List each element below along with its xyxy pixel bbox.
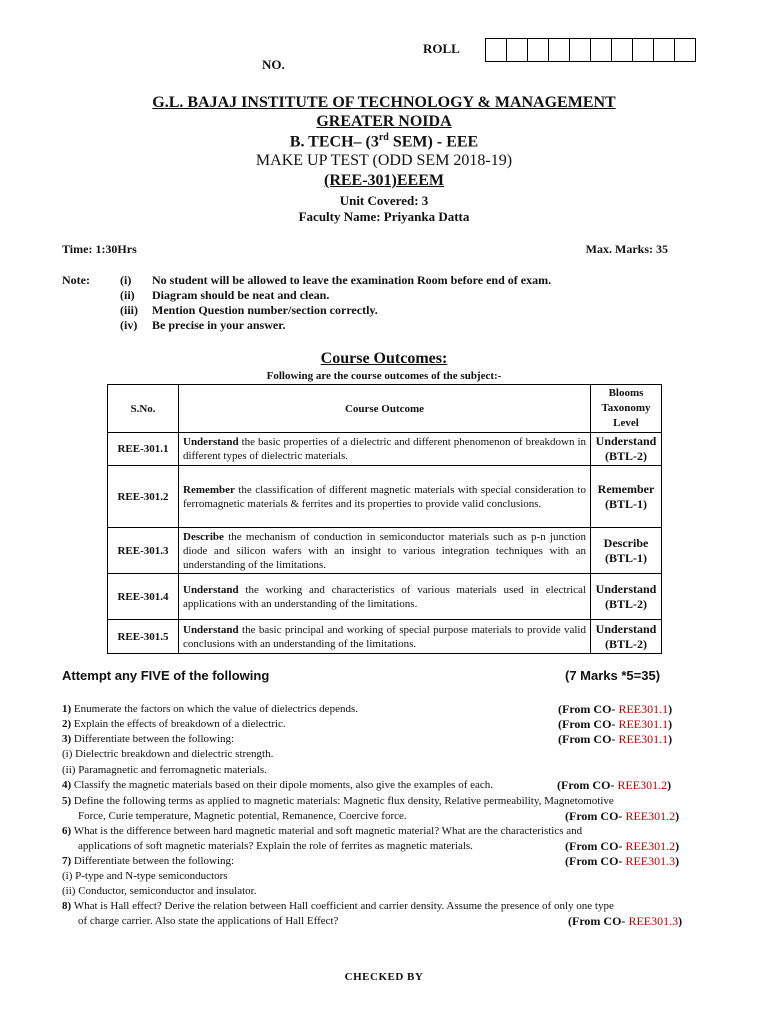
co-level bbox=[591, 433, 662, 466]
roll-number-boxes[interactable] bbox=[485, 38, 696, 62]
co-sno: REE-301.1 bbox=[108, 433, 179, 466]
co-description bbox=[179, 620, 591, 654]
co-description bbox=[179, 466, 591, 528]
question-3-part-i: (i) Dielectric breakdown and dielectric strength. bbox=[62, 748, 274, 760]
co-level-btl: (BTL-2) bbox=[605, 636, 647, 651]
co-code: REE301.3 bbox=[625, 854, 676, 868]
course-outcomes-table bbox=[107, 384, 662, 654]
question-text: Differentiate between the following: bbox=[71, 855, 235, 867]
co-level-name: Understand bbox=[595, 621, 657, 636]
question-6-line-2: applications of soft magnetic materials? Explain the role of ferrites as magnetic materials. bbox=[78, 840, 473, 852]
course-outcomes-title: Course Outcomes: bbox=[320, 350, 448, 367]
co-reference bbox=[565, 854, 679, 869]
co-prefix: (From CO- bbox=[565, 809, 626, 823]
note-text: Be precise in your answer. bbox=[152, 318, 286, 332]
question-number: 1) bbox=[62, 703, 72, 715]
roll-digit-box[interactable] bbox=[633, 39, 654, 61]
co-reference bbox=[565, 809, 679, 824]
roll-digit-box[interactable] bbox=[612, 39, 633, 61]
co-code: REE301.3 bbox=[628, 914, 679, 928]
test-title: MAKE UP TEST (ODD SEM 2018-19) bbox=[255, 152, 513, 169]
co-code: REE301.1 bbox=[618, 702, 669, 716]
question-text: What is the difference between hard magnetic material and soft magnetic material? What are the characteristics and bbox=[71, 825, 583, 837]
co-keyword: Understand bbox=[183, 623, 239, 636]
co-suffix: ) bbox=[675, 839, 680, 853]
course-title bbox=[0, 132, 768, 151]
co-code: REE301.1 bbox=[618, 732, 669, 746]
co-text: the classification of different magnetic materials with special consideration to ferromagnetic materials & ferrites and its properties to provide valid conclusions. bbox=[183, 483, 586, 510]
co-level bbox=[591, 574, 662, 620]
course-post: SEM) - EEE bbox=[388, 133, 479, 151]
co-level-name: Understand bbox=[595, 434, 657, 448]
course-outcomes-subtitle: Following are the course outcomes of the subject:- bbox=[266, 370, 502, 382]
co-text: the working and characteristics of various materials used in electrical applications with an understanding of the limitations. bbox=[183, 583, 586, 610]
co-reference bbox=[557, 778, 671, 793]
co-description bbox=[179, 574, 591, 620]
question-7-part-i: (i) P-type and N-type semiconductors bbox=[62, 870, 228, 882]
course-pre: B. TECH– (3 bbox=[289, 133, 379, 151]
co-prefix: (From CO- bbox=[558, 702, 619, 716]
co-code: REE301.2 bbox=[625, 839, 676, 853]
unit-covered: Unit Covered: 3 bbox=[339, 193, 429, 208]
question-1 bbox=[62, 703, 358, 715]
question-5 bbox=[62, 795, 614, 807]
question-6 bbox=[62, 825, 582, 837]
co-prefix: (From CO- bbox=[557, 778, 618, 792]
course-sup: rd bbox=[378, 132, 389, 143]
co-sno: REE-301.5 bbox=[108, 620, 179, 654]
table-row bbox=[108, 528, 662, 574]
co-description bbox=[179, 433, 591, 466]
co-sno: REE-301.4 bbox=[108, 574, 179, 620]
co-code: REE301.1 bbox=[618, 717, 669, 731]
co-sno: REE-301.2 bbox=[108, 466, 179, 528]
roll-digit-box[interactable] bbox=[591, 39, 612, 61]
co-suffix: ) bbox=[678, 914, 683, 928]
co-level-name: Remember bbox=[597, 481, 655, 496]
co-reference bbox=[568, 914, 682, 929]
co-level-name: Understand bbox=[595, 581, 657, 596]
co-level-btl: (BTL-1) bbox=[605, 550, 647, 565]
question-number: 5) bbox=[62, 795, 72, 807]
roll-digit-box[interactable] bbox=[654, 39, 675, 61]
co-level-name: Describe bbox=[603, 535, 649, 550]
note-label: Note: bbox=[62, 273, 90, 287]
question-number: 3) bbox=[62, 733, 72, 745]
question-text: Define the following terms as applied to magnetic materials: Magnetic flux density, Relative permeability, Magnetomotive bbox=[71, 795, 614, 807]
question-number: 8) bbox=[62, 900, 72, 912]
header-sno: S.No. bbox=[108, 385, 179, 433]
co-suffix: ) bbox=[667, 778, 672, 792]
question-text: What is Hall effect? Derive the relation between Hall coefficient and carrier density. Assume the presence of only one type bbox=[71, 900, 614, 912]
note-item bbox=[120, 303, 551, 318]
question-number: 2) bbox=[62, 718, 72, 730]
co-keyword: Understand bbox=[183, 436, 239, 448]
attempt-marks: (7 Marks *5=35) bbox=[565, 668, 661, 683]
header-outcome: Course Outcome bbox=[179, 385, 591, 433]
co-suffix: ) bbox=[668, 717, 673, 731]
co-reference bbox=[558, 732, 672, 747]
roll-digit-box[interactable] bbox=[528, 39, 549, 61]
question-text: Classify the magnetic materials based on their dipole moments, also give the examples of each. bbox=[71, 779, 494, 791]
co-sno: REE-301.3 bbox=[108, 528, 179, 574]
co-reference bbox=[558, 717, 672, 732]
note-text: No student will be allowed to leave the examination Room before end of exam. bbox=[152, 273, 552, 287]
checked-by-footer: CHECKED BY bbox=[344, 971, 424, 983]
header-level-3: Level bbox=[613, 417, 639, 429]
institute-city: GREATER NOIDA bbox=[316, 113, 452, 130]
table-row bbox=[108, 433, 662, 466]
header-level bbox=[591, 385, 662, 433]
question-text: Differentiate between the following: bbox=[71, 733, 235, 745]
note-text: Mention Question number/section correctly. bbox=[152, 303, 378, 317]
question-5-line-2: Force, Curie temperature, Magnetic potential, Remanence, Coercive force. bbox=[78, 810, 407, 822]
max-marks-label: Max. Marks: 35 bbox=[585, 242, 668, 256]
question-text: Explain the effects of breakdown of a dielectric. bbox=[71, 718, 286, 730]
co-code: REE301.2 bbox=[625, 809, 676, 823]
roll-digit-box[interactable] bbox=[486, 39, 507, 61]
roll-label: ROLL bbox=[423, 41, 460, 56]
table-row bbox=[108, 620, 662, 654]
roll-no-label: NO. bbox=[262, 57, 285, 72]
attempt-instruction: Attempt any FIVE of the following bbox=[62, 668, 270, 683]
co-description bbox=[179, 528, 591, 574]
question-number: 7) bbox=[62, 855, 72, 867]
question-3 bbox=[62, 733, 234, 745]
institute-name: G.L. BAJAJ INSTITUTE OF TECHNOLOGY & MANAGEMENT bbox=[152, 94, 616, 111]
note-number: (iv) bbox=[120, 318, 138, 332]
co-code: REE301.2 bbox=[617, 778, 668, 792]
note-item bbox=[120, 273, 551, 288]
co-suffix: ) bbox=[675, 809, 680, 823]
co-text: the basic principal and working of special purpose materials to provide valid conclusions with an understanding of the limitations. bbox=[183, 623, 586, 650]
question-8-line-2: of charge carrier. Also state the applications of Hall Effect? bbox=[78, 915, 339, 927]
note-item bbox=[120, 318, 551, 333]
co-reference bbox=[558, 702, 672, 717]
co-level bbox=[591, 620, 662, 654]
time-label: Time: 1:30Hrs bbox=[62, 242, 137, 256]
note-number: (ii) bbox=[120, 288, 135, 302]
subject-code: (REE-301)EEEM bbox=[324, 172, 444, 189]
co-level-btl: (BTL-2) bbox=[605, 449, 647, 463]
header-level-1: Blooms bbox=[608, 387, 644, 399]
table-row bbox=[108, 574, 662, 620]
question-3-part-ii: (ii) Paramagnetic and ferromagnetic materials. bbox=[62, 764, 267, 776]
co-level-btl: (BTL-2) bbox=[605, 596, 647, 611]
co-prefix: (From CO- bbox=[568, 914, 629, 928]
co-text: the basic properties of a dielectric and different phenomenon of breakdown in different types of dielectric materials. bbox=[183, 436, 586, 462]
question-4 bbox=[62, 779, 493, 791]
co-level-btl: (BTL-1) bbox=[605, 496, 647, 511]
note-text: Diagram should be neat and clean. bbox=[152, 288, 330, 302]
co-keyword: Describe bbox=[183, 530, 224, 543]
note-number: (iii) bbox=[120, 303, 138, 317]
table-header-row bbox=[108, 385, 662, 433]
notes-list bbox=[120, 273, 551, 333]
roll-digit-box[interactable] bbox=[675, 39, 695, 61]
co-keyword: Remember bbox=[183, 483, 235, 496]
co-prefix: (From CO- bbox=[565, 854, 626, 868]
co-suffix: ) bbox=[668, 732, 673, 746]
faculty-name: Faculty Name: Priyanka Datta bbox=[298, 209, 470, 224]
co-reference bbox=[565, 839, 679, 854]
co-text: the mechanism of conduction in semiconductor materials such as p-n junction diode and silicon wafers with an insight to various integration techniques with an understanding of the limitations. bbox=[183, 530, 586, 571]
roll-digit-box[interactable] bbox=[507, 39, 528, 61]
question-number: 6) bbox=[62, 825, 72, 837]
question-7 bbox=[62, 855, 234, 867]
co-level bbox=[591, 466, 662, 528]
table-row bbox=[108, 466, 662, 528]
header-level-2: Taxonomy bbox=[601, 402, 651, 414]
question-text: Enumerate the factors on which the value of dielectrics depends. bbox=[71, 703, 358, 715]
note-number: (i) bbox=[120, 273, 132, 287]
co-level bbox=[591, 528, 662, 574]
co-suffix: ) bbox=[675, 854, 680, 868]
co-suffix: ) bbox=[668, 702, 673, 716]
roll-digit-box[interactable] bbox=[570, 39, 591, 61]
note-item bbox=[120, 288, 551, 303]
co-prefix: (From CO- bbox=[558, 717, 619, 731]
question-2 bbox=[62, 718, 286, 730]
question-number: 4) bbox=[62, 779, 72, 791]
co-keyword: Understand bbox=[183, 583, 239, 596]
question-8 bbox=[62, 900, 614, 912]
roll-digit-box[interactable] bbox=[549, 39, 570, 61]
question-7-part-ii: (ii) Conductor, semiconductor and insulator. bbox=[62, 885, 257, 897]
co-prefix: (From CO- bbox=[558, 732, 619, 746]
co-prefix: (From CO- bbox=[565, 839, 626, 853]
